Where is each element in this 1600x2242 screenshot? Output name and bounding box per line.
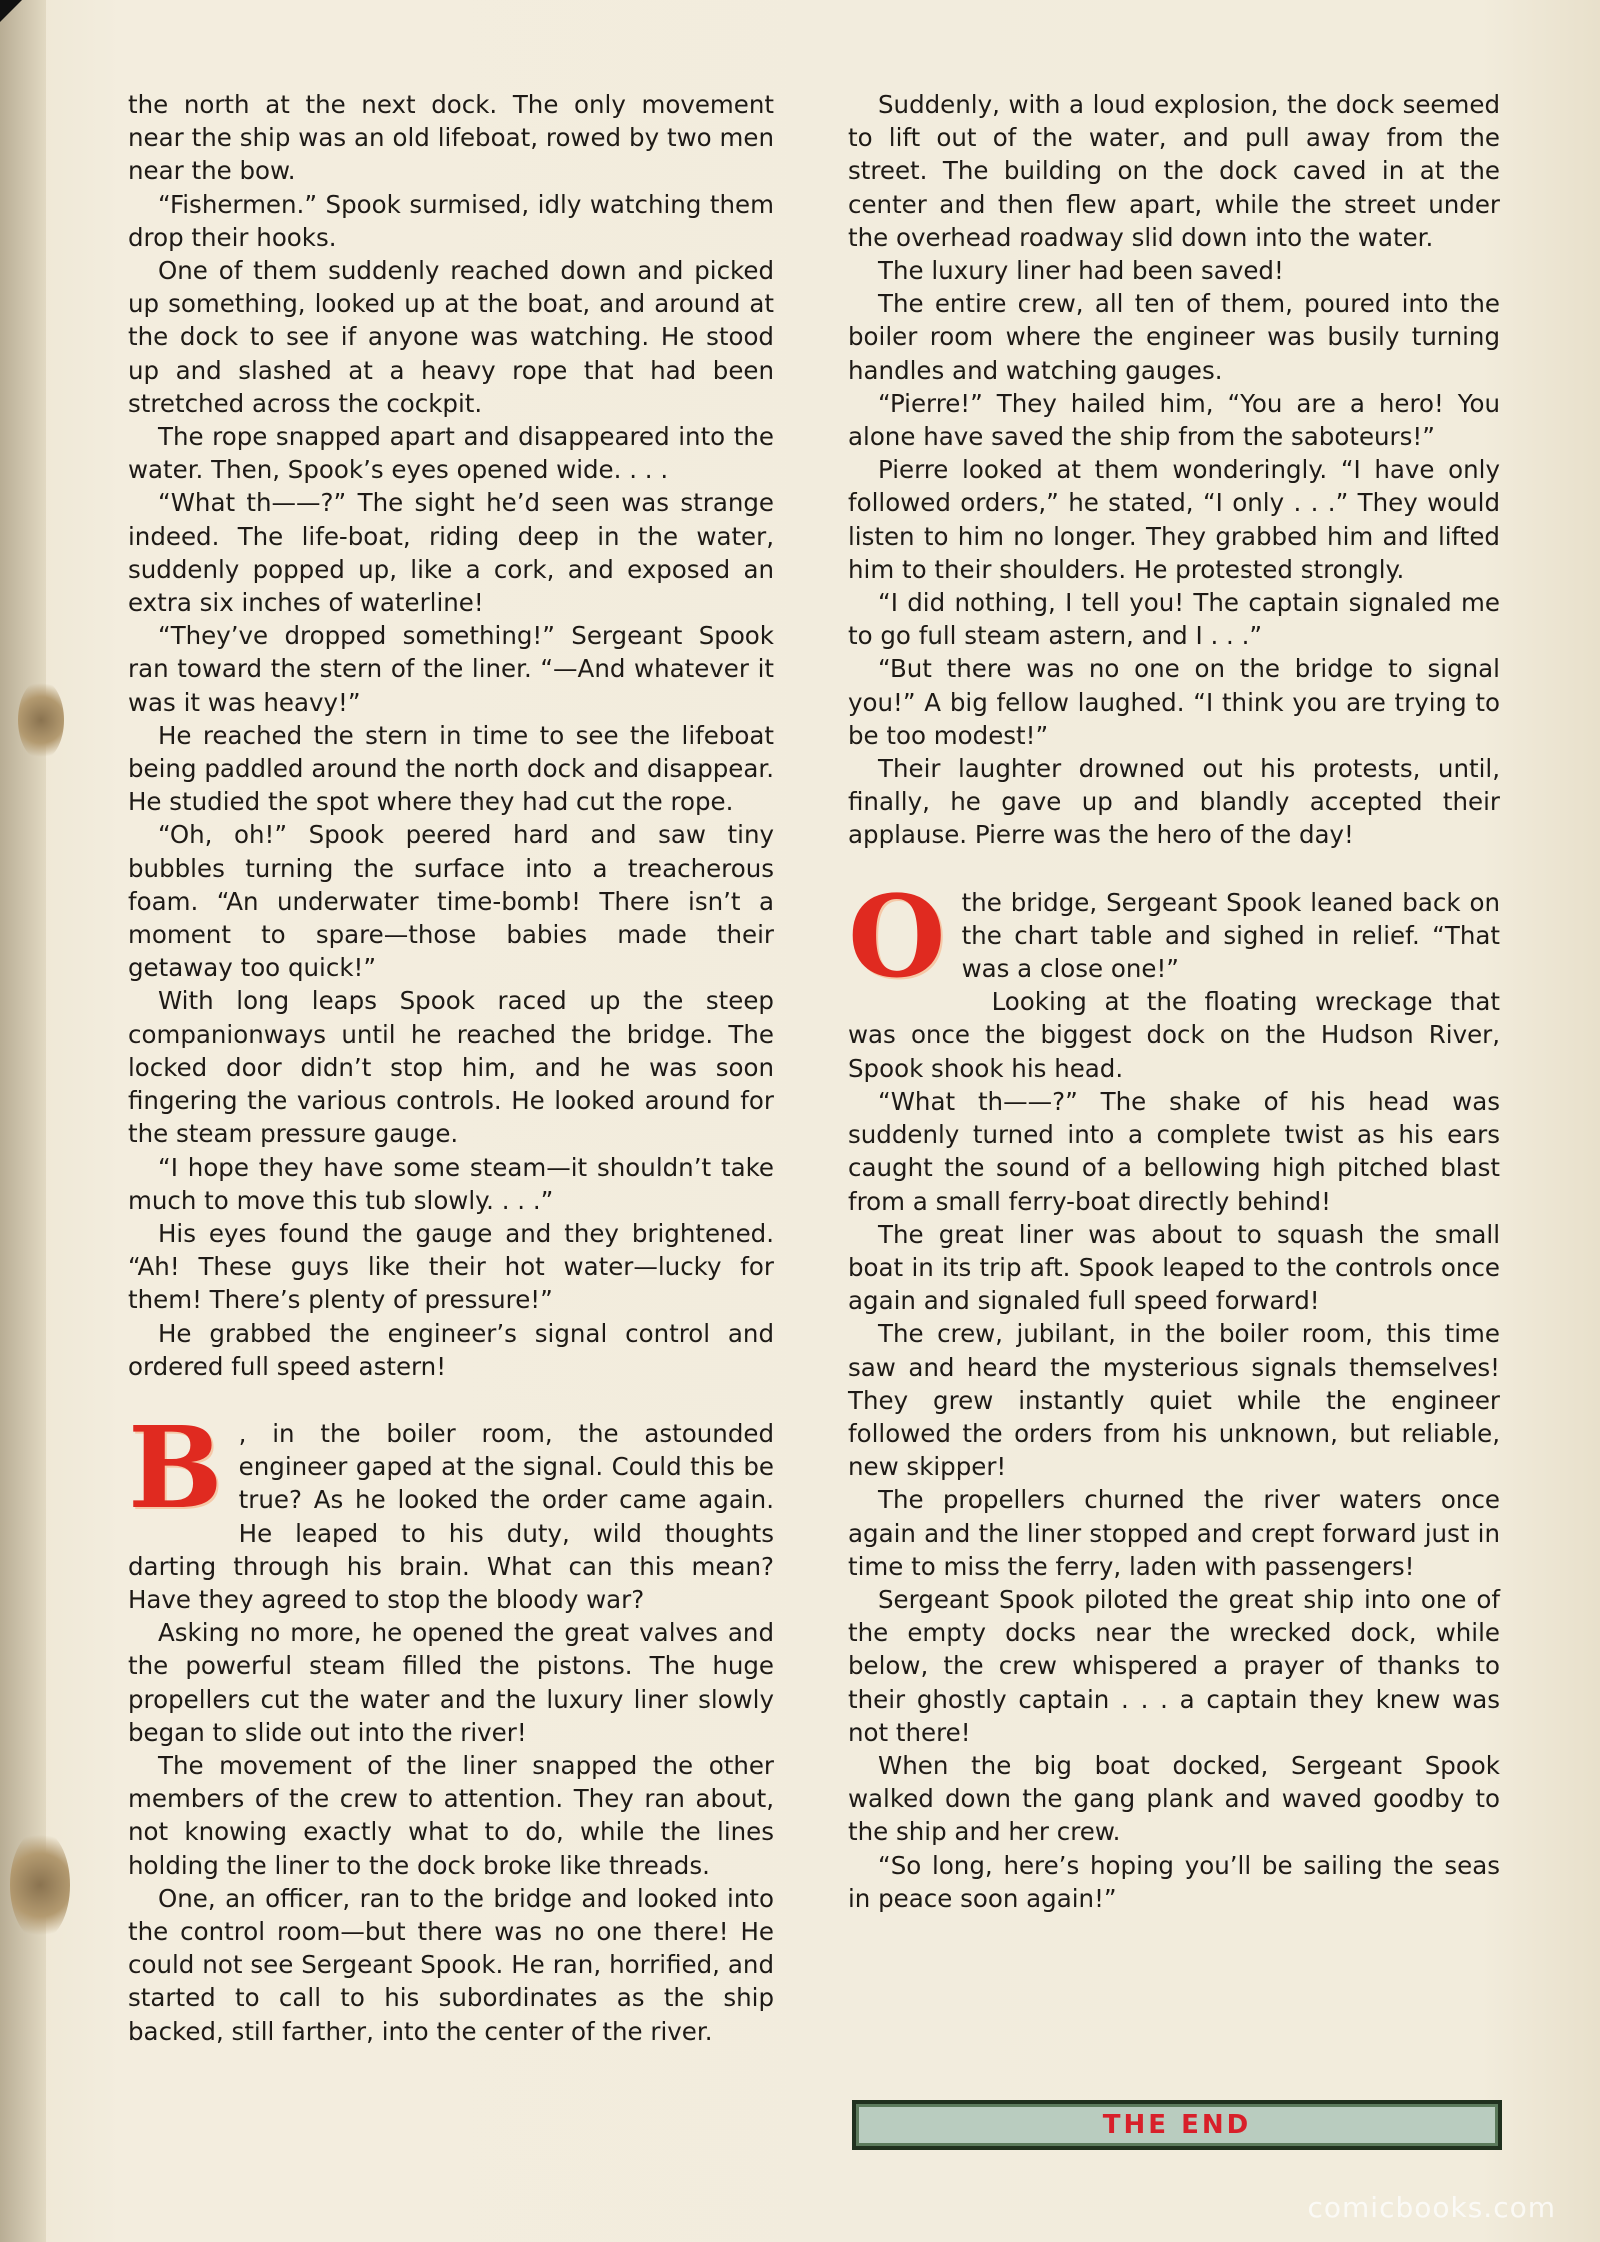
section-paragraph [848, 871, 1500, 1003]
drop-cap: B [128, 1402, 223, 1534]
paragraph: The propellers churned the river waters once again and the liner stopped and crept forward just in time to miss the ferry, laden with passengers! [848, 1485, 1500, 1581]
paragraph: Their laughter drowned out his protests, until, finally, he gave up and blandly accepted their applause. Pierre was the hero of the day! [848, 754, 1500, 850]
page-stain [18, 680, 64, 760]
paragraph: “What th——?” The shake of his head was suddenly turned into a complete twist as his ears caught the sound of a bellowing high pitched blast from a small ferry-boat directly behind! [848, 1086, 1500, 1216]
paragraph: “But there was no one on the bridge to signal you!” A big fellow laughed. “I think you are trying to be too modest!” [848, 654, 1500, 750]
paragraph: “I hope they have some steam—it shouldn’t take much to move this tub slowly. . . .” [128, 1152, 774, 1215]
paragraph: Pierre looked at them wonderingly. “I have only followed orders,” he stated, “I only . . .” They would listen to him no longer. They grabbed him and lifted him to their shoulders. He protested strongly. [848, 455, 1500, 584]
paragraph: One of them suddenly reached down and picked up something, looked up at the boat, and around at the dock to see if anyone was watching. He stood up and slashed at a heavy rope that had been stretched across the cockpit. [128, 256, 774, 418]
page-stain [10, 1830, 70, 1940]
left-column [128, 88, 774, 2048]
paragraph: “Fishermen.” Spook surmised, idly watching them drop their hooks. [128, 189, 774, 252]
the-end-banner: THE END [852, 2100, 1502, 2150]
paragraph: With long leaps Spook raced up the steep companionways until he reached the bridge. The locked door didn’t stop him, and he was soon fingering the various controls. He looked around for the steam pressure gauge. [128, 986, 774, 1149]
right-column [848, 88, 1500, 1915]
paragraph: Suddenly, with a loud explosion, the dock seemed to lift out of the water, and pull away from the street. The building on the dock caved in at the center and then flew apart, while the street under the overhead roadway slid down into the water. [848, 90, 1500, 252]
paragraph: Sergeant Spook piloted the great ship into one of the empty docks near the wrecked dock, while below, the crew whispered a prayer of thanks to their ghostly captain . . . a captain they knew was not there! [848, 1584, 1500, 1747]
paragraph: The great liner was about to squash the small boat in its trip aft. Spook leaped to the controls once again and signaled full speed forward! [848, 1219, 1500, 1316]
drop-cap: O [848, 871, 946, 1003]
paragraph: The movement of the liner snapped the other members of the crew to attention. They ran about, not knowing exactly what to do, while the lines holding the liner to the dock broke like threads. [128, 1750, 774, 1880]
paragraph: The crew, jubilant, in the boiler room, this time saw and heard the mysterious signals themselves! They grew instantly quiet while the engineer followed the orders from his unknown, but reliable, new skipper! [848, 1319, 1500, 1482]
paragraph: One, an officer, ran to the bridge and looked into the control room—but there was no one there! He could not see Sergeant Spook. He ran, horrified, and started to call to his subordinates as the ship backed, still farther, into the center of the river. [128, 1883, 774, 2046]
paragraph: The luxury liner had been saved! [878, 256, 1284, 286]
paragraph: Asking no more, he opened the great valves and the powerful steam filled the pistons. The huge propellers cut the water and the luxury liner slowly began to slide out into the river! [128, 1618, 774, 1747]
paragraph: He reached the stern in time to see the lifeboat being paddled around the north dock and disappear. He studied the spot where they had cut the rope. [128, 720, 774, 817]
paragraph: “What th——?” The sight he’d seen was strange indeed. The life-boat, riding deep in the water, suddenly popped up, like a cork, and exposed an extra six inches of waterline! [128, 488, 774, 618]
section-text: , in the boiler room, the astounded engineer gaped at the signal. Could this be true? As he looked the order came again. He leaped to his duty, wild thoughts darting through his brain. What can this mean? Have they agreed to stop the bloody war? [128, 1418, 774, 1614]
paragraph: His eyes found the gauge and they brightened. “Ah! These guys like their hot water—lucky for them! There’s plenty of pressure!” [128, 1218, 774, 1315]
page-corner [0, 0, 22, 22]
paragraph: Looking at the floating wreckage that was once the biggest dock on the Hudson River, Spook shook his head. [848, 987, 1500, 1083]
paragraph: “I did nothing, I tell you! The captain signaled me to go full steam astern, and I . . .” [848, 588, 1500, 651]
paragraph: The entire crew, all ten of them, poured into the boiler room where the engineer was busily turning handles and watching gauges. [848, 289, 1500, 385]
section-paragraph [128, 1402, 774, 1616]
paragraph: “Pierre!” They hailed him, “You are a hero! You alone have saved the ship from the saboteurs!” [848, 388, 1500, 452]
paragraph: “Oh, oh!” Spook peered hard and saw tiny bubbles turning the surface into a treacherous foam. “An underwater time-bomb! There isn’t a moment to spare—those babies made their getaway too quick!” [128, 820, 774, 983]
paragraph: “So long, here’s hoping you’ll be sailing the seas in peace soon again!” [848, 1850, 1500, 1913]
section-text: the bridge, Sergeant Spook leaned back on the chart table and sighed in relief. “That was a close one!” [961, 887, 1500, 984]
paragraph: the north at the next dock. The only movement near the ship was an old lifeboat, rowed by two men near the bow. [128, 90, 774, 186]
paragraph: “They’ve dropped something!” Sergeant Spook ran toward the stern of the liner. “—And whatever it was it was heavy!” [128, 621, 774, 717]
paragraph: When the big boat docked, Sergeant Spook walked down the gang plank and waved goodby to the ship and her crew. [848, 1750, 1500, 1847]
paragraph: He grabbed the engineer’s signal control and ordered full speed astern! [128, 1318, 774, 1381]
paragraph: The rope snapped apart and disappeared into the water. Then, Spook’s eyes opened wide. . . . [128, 422, 774, 485]
watermark: comicbooks.com [1307, 2191, 1556, 2224]
